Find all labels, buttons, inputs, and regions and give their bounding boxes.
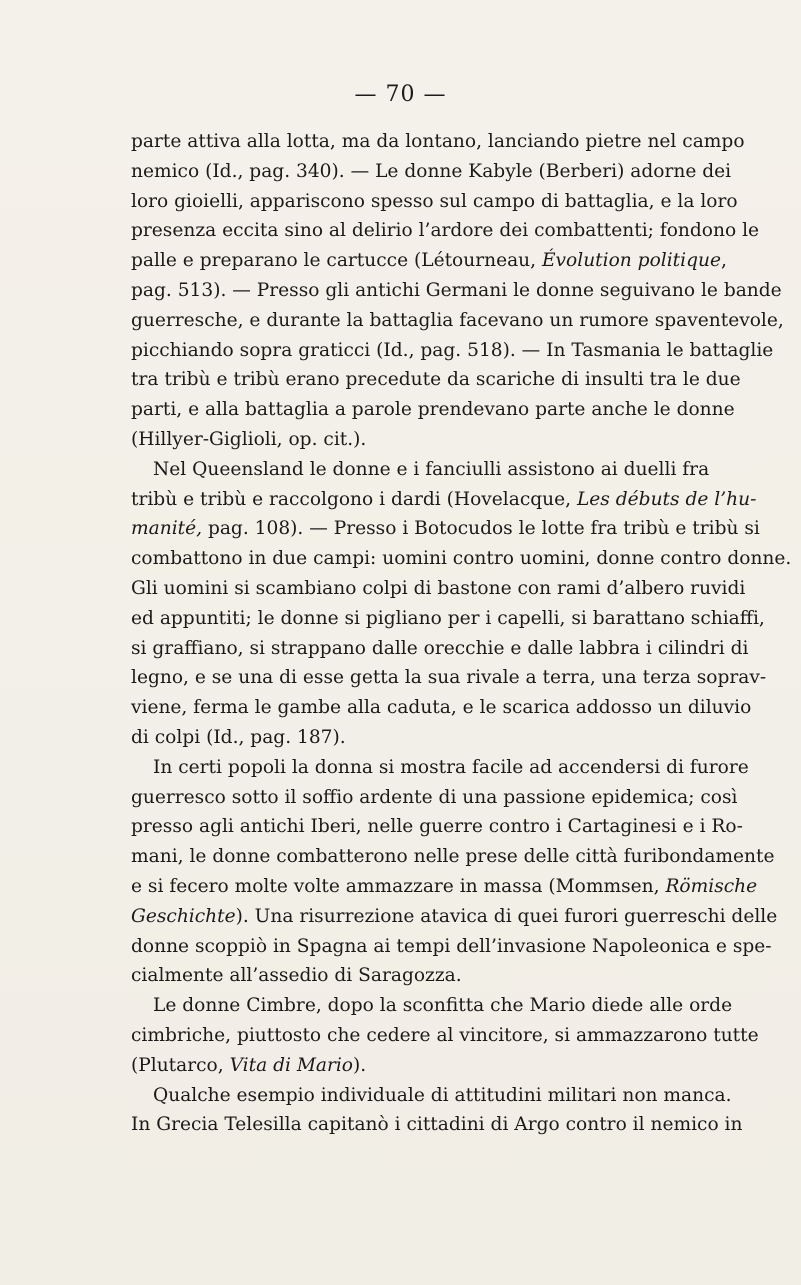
page-number: — 70 —	[354, 82, 447, 107]
citation-title: Évolution politique	[541, 250, 721, 272]
text-line: si graffiano, si strappano dalle orecchie e dalle labbra i cilindri di	[131, 637, 749, 659]
text-line: Le donne Cimbre, dopo la sconfitta che Mario diede alle orde	[153, 995, 733, 1017]
text-line: Qualche esempio individuale di attitudini militari non manca.	[153, 1084, 732, 1106]
text-line: loro gioielli, appariscono spesso sul campo di battaglia, e la loro	[131, 190, 738, 212]
text-line: guerresche, e durante la battaglia facevano un rumore spaventevole,	[131, 309, 784, 331]
text-run: palle e preparano le cartucce (Létourneau,	[131, 250, 542, 272]
citation-title: Geschichte	[131, 905, 236, 927]
text-line: parti, e alla battaglia a parole prendevano parte anche le donne	[131, 399, 735, 421]
text-line: guerresco sotto il soffio ardente di una passione epidemica; così	[131, 786, 738, 808]
text-run: ). Una risurrezione atavica di quei furori guerreschi delle	[235, 905, 778, 927]
text-line: di colpi (Id., pag. 187).	[131, 726, 346, 748]
text-line: In Grecia Telesilla capitanò i cittadini di Argo contro il nemico in	[131, 1114, 743, 1136]
text-line	[131, 872, 758, 902]
text-line: cimbriche, piuttosto che cedere al vincitore, si ammazzarono tutte	[131, 1024, 759, 1046]
text-line: presso agli antichi Iberi, nelle guerre contro i Cartaginesi e i Ro-	[131, 816, 743, 838]
text-line: parte attiva alla lotta, ma da lontano, lanciando pietre nel campo	[131, 131, 745, 152]
text-run: ,	[720, 250, 727, 272]
text-line	[131, 246, 727, 276]
citation-title: Römische	[665, 875, 758, 897]
text-run: (Plutarco,	[131, 1054, 230, 1076]
text-line: mani, le donne combatterono nelle prese delle città furibondamente	[131, 846, 775, 868]
text-line: (Hillyer-Giglioli, op. cit.).	[131, 428, 367, 450]
text-line: Gli uomini si scambiano colpi di bastone con rami d’albero ruvidi	[131, 577, 746, 599]
text-line: tra tribù e tribù erano precedute da scariche di insulti tra le due	[131, 369, 741, 391]
text-run: e si fecero molte volte ammazzare in massa (Mommsen,	[131, 875, 666, 897]
citation-title: manité,	[131, 518, 203, 540]
text-line: ed appuntiti; le donne si pigliano per i capelli, si barattano schiaffi,	[131, 607, 765, 629]
text-line: viene, ferma le gambe alla caduta, e le scarica addosso un diluvio	[131, 697, 752, 719]
text-line: pag. 513). — Presso gli antichi Germani le donne seguivano le bande	[131, 279, 782, 301]
text-run: tribù e tribù e raccolgono i dardi (Hovelacque,	[131, 488, 577, 510]
text-line	[131, 514, 760, 544]
text-line: nemico (Id., pag. 340). — Le donne Kabyle (Berberi) adorne dei	[131, 160, 732, 182]
text-run: pag. 108). — Presso i Botocudos le lotte fra tribù e tribù si	[202, 518, 760, 540]
text-line: Nel Queensland le donne e i fanciulli assistono ai duelli fra	[153, 458, 710, 480]
text-line: In certi popoli la donna si mostra facile ad accendersi di furore	[153, 756, 749, 778]
citation-title: Les débuts de l’hu-	[576, 488, 757, 510]
text-line	[131, 1051, 671, 1081]
text-line: cialmente all’assedio di Saragozza.	[131, 965, 462, 987]
text-line: combattono in due campi: uomini contro uomini, donne contro donne.	[131, 548, 792, 570]
text-line: legno, e se una di esse getta la sua rivale a terra, una terza soprav-	[131, 667, 767, 689]
text-line	[131, 902, 778, 932]
text-line	[131, 485, 757, 515]
text-run: ).	[353, 1054, 367, 1076]
citation-title: Vita di Mario	[229, 1054, 353, 1076]
text-line: picchiando sopra graticci (Id., pag. 518). — In Tasmania le battaglie	[131, 339, 774, 361]
text-line: presenza eccita sino al delirio l’ardore dei combattenti; fondono le	[131, 220, 760, 242]
text-line: donne scoppiò in Spagna ai tempi dell’invasione Napoleonica e spe-	[131, 935, 772, 957]
body-text	[131, 127, 792, 1140]
